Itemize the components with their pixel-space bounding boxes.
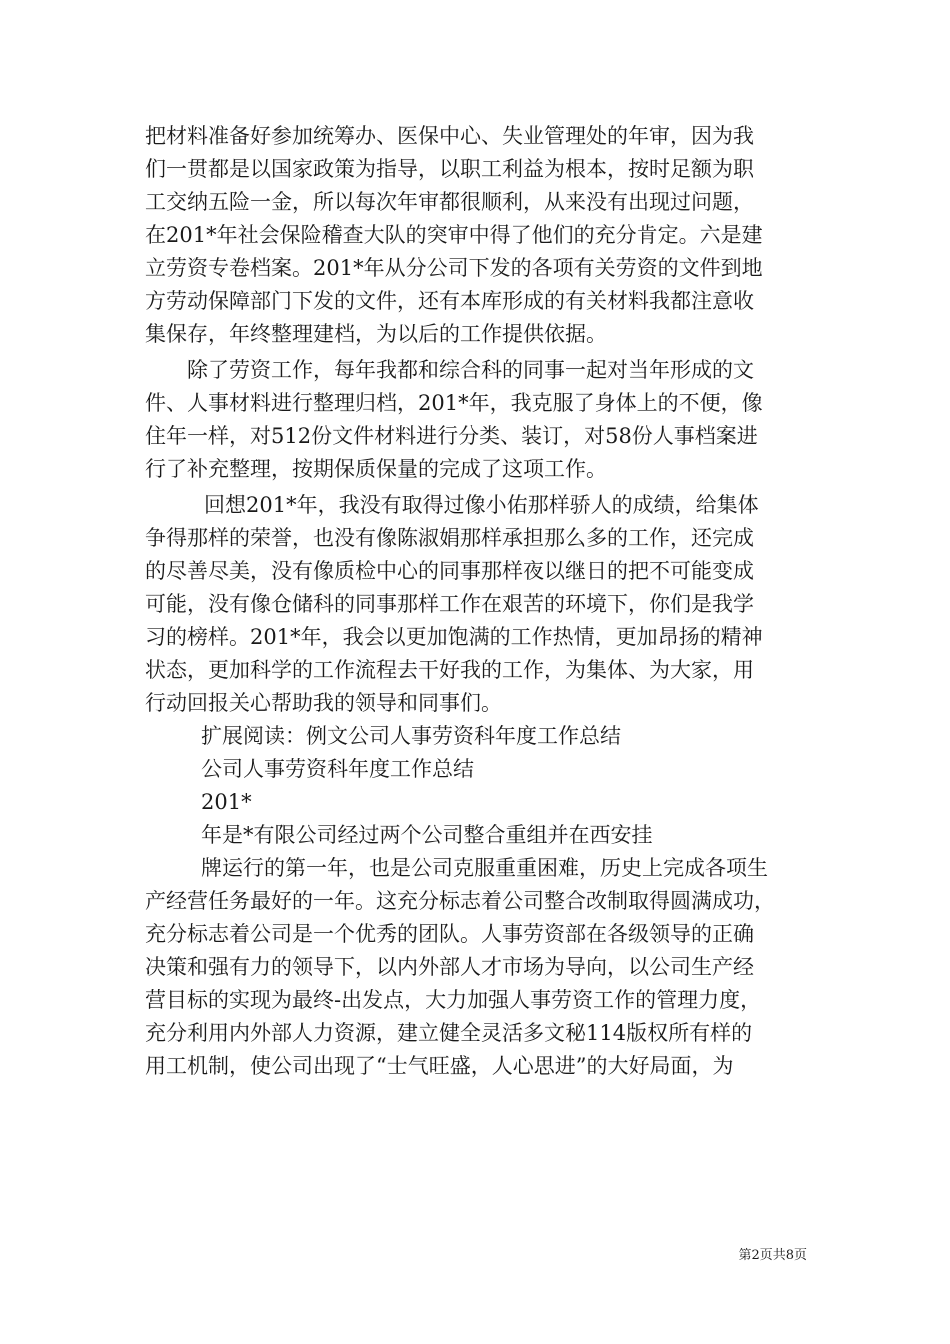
document-body bbox=[145, 120, 825, 1083]
text-line: 充分标志着公司是一个优秀的团队。人事劳资部在各级领导的正确 bbox=[145, 922, 754, 946]
text-line: 除了劳资工作，每年我都和综合科的同事一起对当年形成的文 bbox=[187, 358, 754, 382]
text-line: 用工机制，使公司出现了“士气旺盛，人心思进”的大好局面，为 bbox=[145, 1054, 734, 1078]
text-line: 可能，没有像仓储科的同事那样工作在艰苦的环境下，你们是我学 bbox=[145, 592, 754, 616]
text-line: 状态，更加科学的工作流程去干好我的工作，为集体、为大家，用 bbox=[145, 658, 754, 682]
text-line: 们一贯都是以国家政策为指导，以职工利益为根本，按时足额为职 bbox=[145, 157, 754, 181]
text-line: 牌运行的第一年，也是公司克服重重困难，历史上完成各项生 bbox=[201, 856, 768, 880]
text-line: 立劳资专卷档案。201*年从分公司下发的各项有关劳资的文件到地 bbox=[145, 256, 763, 280]
text-line: 件、人事材料进行整理归档，201*年，我克服了身体上的不便，像 bbox=[145, 391, 763, 415]
text-line: 充分利用内外部人力资源，建立健全灵活多文秘114版权所有样的 bbox=[145, 1021, 753, 1045]
text-line: 住年一样，对512份文件材料进行分类、装订，对58份人事档案进 bbox=[145, 424, 758, 448]
text-line: 行动回报关心帮助我的领导和同事们。 bbox=[145, 691, 502, 715]
text-line: 201* bbox=[201, 790, 252, 814]
page-number: 第2页共8页 bbox=[738, 1248, 807, 1263]
text-line: 决策和强有力的领导下，以内外部人才市场为导向，以公司生产经 bbox=[145, 955, 754, 979]
text-line: 公司人事劳资科年度工作总结 bbox=[201, 757, 474, 781]
text-line: 扩展阅读：例文公司人事劳资科年度工作总结 bbox=[201, 724, 621, 748]
text-line: 年是*有限公司经过两个公司整合重组并在西安挂 bbox=[201, 823, 653, 847]
text-line: 集保存，年终整理建档，为以后的工作提供依据。 bbox=[145, 322, 607, 346]
text-line: 回想201*年，我没有取得过像小佑那样骄人的成绩，给集体 bbox=[204, 493, 759, 517]
text-line: 的尽善尽美，没有像质检中心的同事那样夜以继日的把不可能变成 bbox=[145, 559, 754, 583]
text-line: 工交纳五险一金，所以每次年审都很顺利，从来没有出现过问题， bbox=[145, 190, 754, 214]
text-line: 争得那样的荣誉，也没有像陈淑娟那样承担那么多的工作，还完成 bbox=[145, 526, 754, 550]
text-line: 行了补充整理，按期保质保量的完成了这项工作。 bbox=[145, 457, 607, 481]
text-line: 习的榜样。201*年，我会以更加饱满的工作热情，更加昂扬的精神 bbox=[145, 625, 763, 649]
text-line: 把材料准备好参加统筹办、医保中心、失业管理处的年审，因为我 bbox=[145, 124, 754, 148]
text-line: 营目标的实现为最终-出发点，大力加强人事劳资工作的管理力度， bbox=[145, 988, 762, 1012]
text-line: 产经营任务最好的一年。这充分标志着公司整合改制取得圆满成功， bbox=[145, 889, 775, 913]
text-line: 在201*年社会保险稽查大队的突审中得了他们的充分肯定。六是建 bbox=[145, 223, 763, 247]
text-line: 方劳动保障部门下发的文件，还有本库形成的有关材料我都注意收 bbox=[145, 289, 754, 313]
